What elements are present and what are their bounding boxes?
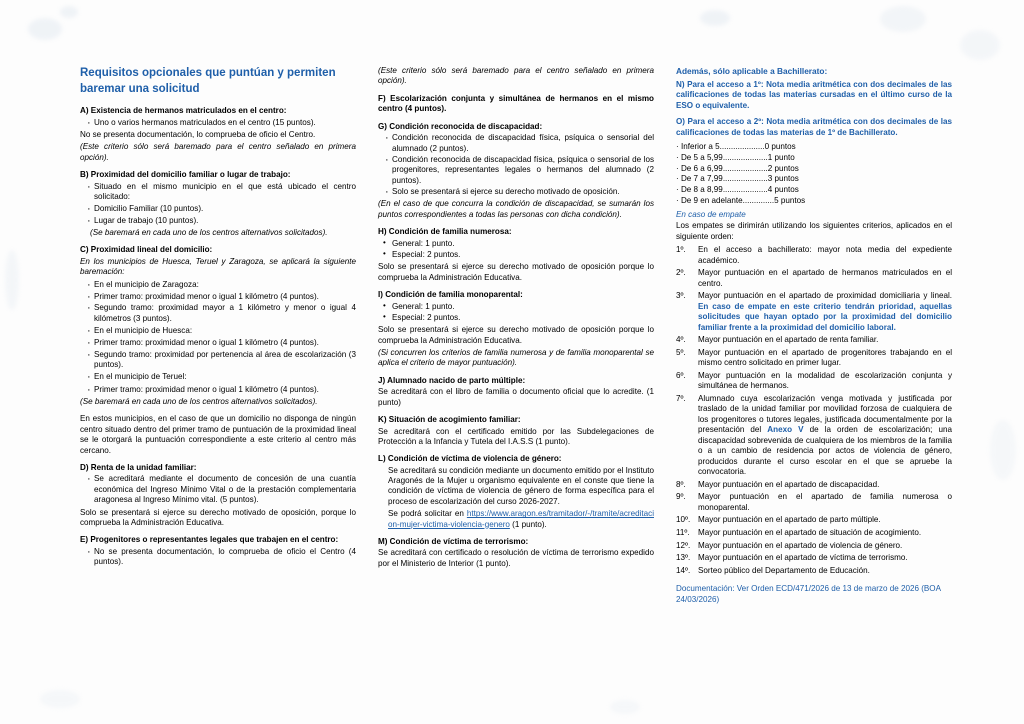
bullet-icon: · xyxy=(676,195,681,205)
grade-scale-value: 5 puntos xyxy=(774,195,806,205)
scan-artifact xyxy=(60,6,78,18)
section-e-bullet: · No se presenta documentación, lo comprueba de oficio el Centro (4 puntos). xyxy=(94,547,356,568)
section-a-bullet: · Uno o varios hermanos matriculados en el centro (15 puntos). xyxy=(94,118,356,128)
tie-break-number: 13º. xyxy=(676,553,691,563)
tie-break-item xyxy=(676,371,952,392)
tie-break-number: 5º. xyxy=(676,347,686,357)
grade-scale-row xyxy=(676,153,952,164)
grade-scale-label: De 9 en adelante xyxy=(680,195,743,205)
section-d-heading: D) Renta de la unidad familiar: xyxy=(80,462,197,472)
tie-break-number: 10º. xyxy=(676,515,691,525)
grade-scale-value: 4 puntos xyxy=(767,185,799,195)
section-j-p1: Se acreditará con el libro de familia o documento oficial que lo acredite. (1 punto) xyxy=(378,387,654,407)
page-title: Requisitos opcionales que puntúan y permiten baremar una solicitud xyxy=(80,67,336,95)
grade-scale-label: De 8 a 8,99 xyxy=(680,185,723,195)
tie-break-number: 7º. xyxy=(676,393,686,403)
section-a-heading: A) Existencia de hermanos matriculados en el centro: xyxy=(80,106,287,116)
column-center-top-note: (Este criterio sólo será baremado para el centro señalado en primera opción). xyxy=(378,66,654,86)
scan-artifact xyxy=(880,6,926,32)
section-g-bullet-1: · Condición reconocida de discapacidad física, psíquica o sensorial del alumnado (2 puntos). xyxy=(392,133,654,154)
tie-break-item xyxy=(676,515,952,526)
tie-break-number: 8º. xyxy=(676,479,686,489)
tie-break-item xyxy=(676,394,952,478)
section-n: N) Para el acceso a 1º: Nota media aritmética con dos decimales de las calificaciones de todas las materias cursadas en el último curso de la ESO o equivalente. xyxy=(676,79,952,110)
section-m xyxy=(378,537,654,569)
scan-artifact xyxy=(5,250,19,310)
section-d-p1: Solo se presentará si ejerce su derecho motivado de oposición, porque lo comprueba la Administración Educativa. xyxy=(80,507,356,527)
section-i-bullet-1: • General: 1 punto. xyxy=(392,302,654,312)
tie-break-title: En caso de empate xyxy=(676,210,746,220)
scan-artifact xyxy=(700,10,730,26)
tie-break-number: 11º. xyxy=(676,528,690,537)
tie-break-item xyxy=(676,245,952,266)
tie-break-text: Mayor puntuación en el apartado de hermanos matriculados en el centro. xyxy=(698,268,952,288)
tie-break-text-emphasis: En caso de empate en este criterio tendrán prioridad, aquellas solicitudes que hayan optado por la proximidad del domicilio familiar frente a la proximidad del domicilio laboral. xyxy=(698,301,952,332)
section-b-sub-1: · Domicilio Familiar (10 puntos). xyxy=(94,204,356,214)
section-h xyxy=(378,227,654,283)
violence-certificate-link[interactable]: https://www.aragon.es/tramitador/-/tramite/acreditacion-mujer-victima-violencia-genero xyxy=(388,509,654,529)
tie-break-item xyxy=(676,553,952,564)
section-b-note: (Se baremará en cada uno de los centros alternativos solicitados). xyxy=(90,227,328,237)
grade-scale-row xyxy=(676,174,952,185)
grade-scale-dots: .............. xyxy=(742,195,775,205)
grade-scale-value: 2 puntos xyxy=(767,163,799,173)
section-b xyxy=(80,170,356,238)
section-a xyxy=(80,106,356,163)
section-c-intro: En los municipios de Huesca, Teruel y Zaragoza, se aplicará la siguiente baremación: xyxy=(80,256,356,277)
tie-break-number: 1º. xyxy=(676,245,686,255)
grade-scale-dots: .................... xyxy=(722,153,768,163)
grade-scale-row xyxy=(676,196,952,207)
bullet-icon: · xyxy=(676,174,681,184)
bullet-icon: · xyxy=(676,163,681,173)
tie-break-item xyxy=(676,566,952,577)
tie-break-number: 4º. xyxy=(676,335,686,345)
scan-artifact xyxy=(610,700,640,714)
document-columns xyxy=(80,66,952,607)
tie-break-item xyxy=(676,268,952,289)
grade-scale-row xyxy=(676,164,952,175)
section-m-p1: Se acreditará con certificado o resolución de víctima de terrorismo expedido por el Ministerio de Interior (1 punto). xyxy=(378,548,654,568)
section-g-bullet-3: · Solo se presentará si ejerce su derecho motivado de oposición. xyxy=(392,187,654,197)
column-right xyxy=(676,66,952,607)
tie-break-text: Mayor puntuación en el apartado de renta familiar. xyxy=(698,335,879,345)
section-b-sub-2: · Lugar de trabajo (10 puntos). xyxy=(94,216,356,226)
section-h-bullet-2: • Especial: 2 puntos. xyxy=(392,250,654,260)
grade-scale-list xyxy=(676,142,952,206)
section-g-heading: G) Condición reconocida de discapacidad: xyxy=(378,121,543,131)
section-l-p2-pre: Se podrá solicitar en xyxy=(388,509,467,519)
section-l-heading: L) Condición de víctima de violencia de género: xyxy=(378,454,562,464)
tie-break-text: Mayor puntuación en el apartado de violencia de género. xyxy=(698,540,903,550)
bachillerato-header: Además, sólo aplicable a Bachillerato: xyxy=(676,66,828,76)
grade-scale-value: 0 puntos xyxy=(764,142,796,152)
section-a-p1: No se presenta documentación, lo comprueba de oficio el Centro. xyxy=(80,129,316,139)
tie-break-item xyxy=(676,492,952,513)
grade-scale-value: 1 punto xyxy=(767,153,795,163)
scan-artifact xyxy=(28,18,62,40)
section-c-item-1-sub-2: · Segundo tramo: proximidad mayor a 1 kilómetro y menor o igual 4 kilómetros (3 puntos). xyxy=(94,303,356,324)
section-h-bullet-1: • General: 1 punto. xyxy=(392,239,654,249)
section-c xyxy=(80,245,356,456)
section-h-heading: H) Condición de familia numerosa: xyxy=(378,227,512,237)
tie-break-number: 9º. xyxy=(676,492,686,502)
section-k-p1: Se acreditará con el certificado emitido por las Subdelegaciones de Protección a la Infancia y Tutela del I.A.S.S (1 punto). xyxy=(378,426,654,446)
section-j-heading: J) Alumnado nacido de parto múltiple: xyxy=(378,375,526,385)
grade-scale-row xyxy=(676,185,952,196)
tie-break-number: 6º. xyxy=(676,370,686,380)
grade-scale-dots: .................... xyxy=(722,174,768,184)
tie-break-text: Mayor puntuación en el apartado de víctima de terrorismo. xyxy=(698,553,908,563)
section-c-item-2-sub-2: · Segundo tramo: proximidad por pertenencia al área de escolarización (3 puntos). xyxy=(94,350,356,371)
tie-break-text: Mayor puntuación en el apartado de familia numerosa o monoparental. xyxy=(698,492,952,512)
tie-break-number: 12º. xyxy=(676,540,691,550)
scan-artifact xyxy=(40,690,80,708)
tie-break-number: 3º. xyxy=(676,291,686,301)
section-g-note: (En el caso de que concurra la condición de discapacidad, se sumarán los puntos correspondientes a todas las personas con dicha condición). xyxy=(378,199,654,219)
grade-scale-dots: .................... xyxy=(719,142,765,152)
section-i-p1: Solo se presentará si ejerce su derecho motivado de oposición porque lo comprueba la Administración Educativa. xyxy=(378,325,654,345)
grade-scale-dots: .................... xyxy=(722,185,768,195)
tie-break-text-post: de la orden de escolarización; una discapacidad sobrevenida de cualquiera de los miembros de la familia o a un cambio de residencia por actos de violencia de género, producidos durante el curso escolar en el que se apruebe la convocatoria. xyxy=(698,425,952,477)
grade-scale-dots: .................... xyxy=(722,163,768,173)
section-i xyxy=(378,290,654,369)
column-center xyxy=(378,66,654,576)
tie-break-list xyxy=(676,245,952,576)
tie-break-number: 14º. xyxy=(676,565,691,575)
section-g xyxy=(378,122,654,220)
section-b-heading: B) Proximidad del domicilio familiar o lugar de trabajo: xyxy=(80,169,291,179)
section-d xyxy=(80,463,356,528)
section-j xyxy=(378,376,654,408)
grade-scale-label: De 5 a 5,99 xyxy=(680,153,723,163)
section-o: O) Para el acceso a 2º: Nota media aritmética con dos decimales de las calificaciones de todas las materias de 1º de Bachillerato. xyxy=(676,117,952,137)
section-f-heading: F) Escolarización conjunta y simultánea de hermanos en el mismo centro (4 puntos). xyxy=(378,93,654,114)
section-h-p1: Solo se presentará si ejerce su derecho motivado de oposición porque lo comprueba la Administración Educativa. xyxy=(378,262,654,282)
tie-break-item xyxy=(676,541,952,552)
section-c-item-3: · En el municipio de Teruel: xyxy=(94,372,356,382)
section-l-p1: Se acreditará su condición mediante un documento emitido por el Instituto Aragonés de la Mujer u organismo equivalente en el conste que tiene la condición de víctima de violencia de género de forma específica para el proceso de escolarización del curso 2026-2027. xyxy=(388,465,654,506)
grade-scale-label: De 6 a 6,99 xyxy=(680,163,723,173)
tie-break-text: En el acceso a bachillerato: mayor nota media del expediente académico. xyxy=(698,245,952,265)
tie-break-text: Alumnado cuya escolarización venga motivada y justificada por traslado de la unidad familiar por movilidad forzosa de cualquiera de los progenitores o tutores legales, justificada documentalmente por la presentación del xyxy=(698,393,952,435)
tie-break-text: Mayor puntuación en el apartado de situación de acogimiento. xyxy=(698,528,922,537)
grade-scale-label: Inferior a 5 xyxy=(680,142,720,152)
grade-scale-value: 3 puntos xyxy=(767,174,799,184)
section-c-para: En estos municipios, en el caso de que un domicilio no disponga de ningún centro situado dentro del primer tramo de puntuación de la proximidad lineal se le otorgará la puntuación correspondiente a este criterio al centro más cercano. xyxy=(80,414,356,455)
section-i-heading: I) Condición de familia monoparental: xyxy=(378,290,523,300)
section-a-p2: (Este criterio sólo será baremado para el centro señalado en primera opción). xyxy=(80,142,356,162)
section-m-heading: M) Condición de víctima de terrorismo: xyxy=(378,536,529,546)
section-c-note: (Se baremará en cada uno de los centros alternativos solicitados). xyxy=(80,397,318,407)
section-e-heading: E) Progenitores o representantes legales que trabajen en el centro: xyxy=(80,535,339,545)
section-c-item-2: · En el municipio de Huesca: xyxy=(94,326,356,336)
section-c-item-2-sub-1: · Primer tramo: proximidad menor o igual 1 kilómetro (4 puntos). xyxy=(94,338,356,348)
section-c-item-1: · En el municipio de Zaragoza: xyxy=(94,280,356,290)
tie-break-item xyxy=(676,291,952,333)
section-f xyxy=(378,94,654,115)
section-i-bullet-2: • Especial: 2 puntos. xyxy=(392,313,654,323)
section-k-heading: K) Situación de acogimiento familiar: xyxy=(378,415,521,424)
tie-break-item xyxy=(676,480,952,491)
section-d-bullet: · Se acreditará mediante el documento de concesión de una cuantía económica del Ingreso Mínimo Vital o de la prestación complementaria aragonesa al Ingreso Mínimo vital. (5 puntos). xyxy=(94,474,356,505)
tie-break-text: Mayor puntuación en la modalidad de escolarización conjunta y simultánea de hermanos. xyxy=(698,370,952,391)
section-c-item-3-sub-1: · Primer tramo: proximidad menor o igual 1 kilómetro (4 puntos). xyxy=(94,385,356,395)
grade-scale-row xyxy=(676,142,952,153)
grade-scale-label: De 7 a 7,99 xyxy=(680,174,723,184)
tie-break-text: Mayor puntuación en el apartado de parto múltiple. xyxy=(698,515,881,525)
bullet-icon: · xyxy=(676,185,681,195)
section-l xyxy=(378,454,654,530)
tie-break-number: 2º. xyxy=(676,268,686,278)
tie-break-text: Mayor puntuación en el apartado de progenitores trabajando en el mismo centro solicitado en primer lugar. xyxy=(698,347,952,368)
section-i-note: (Si concurren los criterios de familia numerosa y de familia monoparental se aplica el criterio de mayor puntuación). xyxy=(378,348,654,368)
scan-artifact xyxy=(960,30,1000,60)
tie-break-intro: Los empates se dirimirán utilizando los siguientes criterios, aplicados en el siguiente orden: xyxy=(676,221,952,241)
section-b-bullet: · Situado en el mismo municipio en el que está ubicado el centro solicitado: xyxy=(94,182,356,203)
tie-break-item xyxy=(676,348,952,369)
documentation-note: Documentación: Ver Orden ECD/471/2026 de 13 de marzo de 2026 (BOA 24/03/2026) xyxy=(676,584,941,604)
section-g-bullet-2: · Condición reconocida de discapacidad física, psíquica o sensorial de los progenitores, representantes legales o hermanos del alumnado (2 puntos). xyxy=(392,155,654,186)
bullet-icon: · xyxy=(676,153,681,163)
tie-break-text: Mayor puntuación en el apartado de discapacidad. xyxy=(698,479,880,489)
tie-break-item xyxy=(676,528,952,539)
tie-break-text: Sorteo público del Departamento de Educación. xyxy=(698,565,870,575)
column-left xyxy=(80,66,356,574)
section-k xyxy=(378,415,654,447)
tie-break-item xyxy=(676,335,952,346)
tie-break-text: Mayor puntuación en el apartado de proximidad domiciliaria y lineal. xyxy=(698,291,952,301)
bullet-icon: · xyxy=(676,142,681,152)
section-l-p2-post: (1 punto). xyxy=(509,519,547,529)
section-c-heading: C) Proximidad lineal del domicilio: xyxy=(80,245,213,255)
scan-artifact xyxy=(990,420,1016,480)
section-e xyxy=(80,535,356,567)
tie-break-text-emphasis: Anexo V xyxy=(767,425,804,435)
section-c-item-1-sub-1: · Primer tramo: proximidad menor o igual 1 kilómetro (4 puntos). xyxy=(94,292,356,302)
section-l-p2 xyxy=(388,509,654,530)
